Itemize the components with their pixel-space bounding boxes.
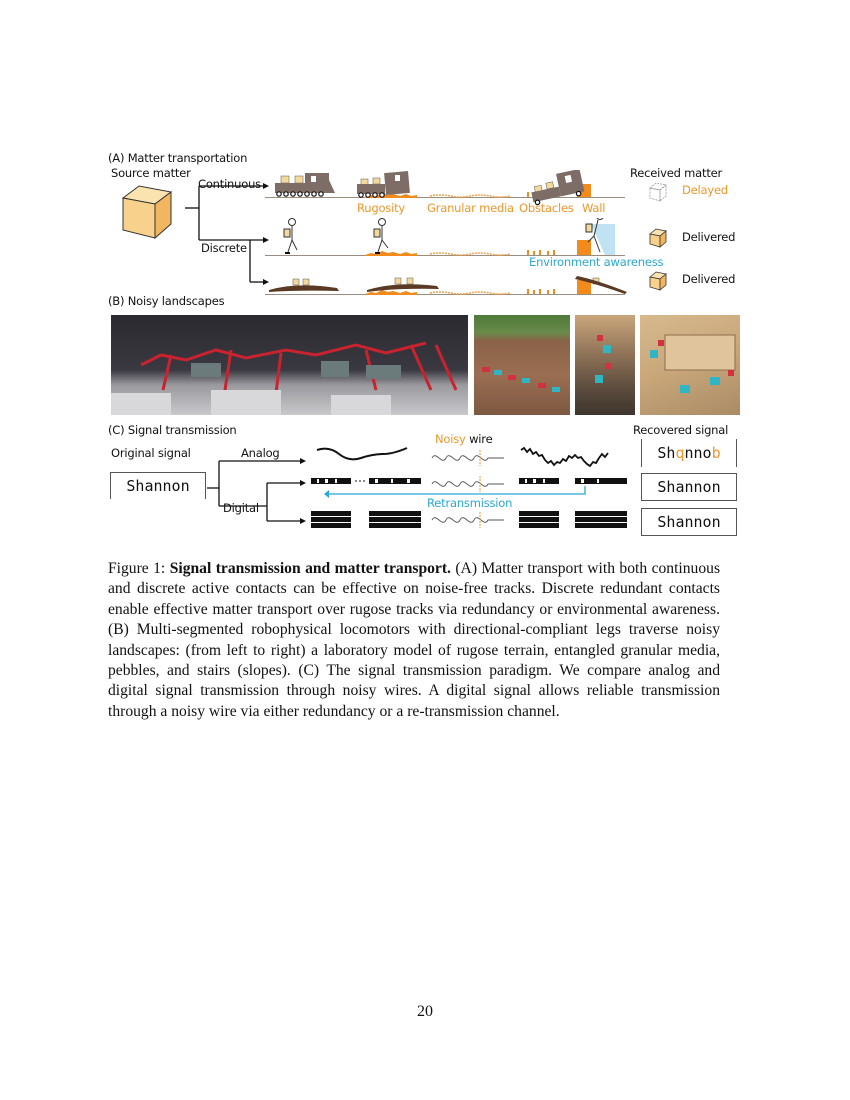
page-number: 20 [417, 1003, 433, 1020]
figure-1 [105, 148, 745, 543]
outcome-delivered-1: Delivered [682, 230, 736, 244]
caption-title: Signal transmission and matter transport. [169, 560, 451, 577]
panel-b-title: (B) Noisy landscapes [108, 294, 225, 308]
corrupted-char: q [675, 444, 685, 462]
source-matter-label: Source matter [111, 166, 191, 180]
noisy-wire-label [435, 432, 492, 446]
panel-a-branch-lines [175, 178, 275, 298]
recovered-analog-text: nno [684, 444, 712, 462]
recovered-analog-text: Sh [657, 444, 676, 462]
received-noisy-wave [519, 442, 619, 468]
terrain-label-rugosity: Rugosity [357, 201, 405, 215]
source-cube-icon [119, 184, 175, 240]
terrain-label-wall: Wall [582, 201, 606, 215]
outcome-delivered-2: Delivered [682, 272, 736, 286]
digital-label: Digital [223, 501, 259, 515]
photo-pebbles [575, 315, 635, 415]
retransmission-label: Retransmission [427, 496, 513, 510]
caption-body: (A) Matter transport with both continuous and discrete active contacts can be effective on noise-free tracks. Discrete redundant contacts enable effective matter transport over rugose tracks via redundancy or environmental awareness. (B) Multi-segmented robophysical locomotors with directional-compliant legs traverse noisy landscapes: (from left to right) a laboratory model of rugose terrain, entangled granular media, pebbles, and stairs (slopes). (C) The signal transmission paradigm. We compare analog and digital signal transmission through noisy wires. A digital signal allows reliable transmission through a noisy wire via either redundancy or a re-transmission channel. [108, 560, 721, 720]
delivered-cube-icon [648, 228, 668, 248]
photo-granular-media [474, 315, 570, 415]
panel-c-branch-lines [205, 448, 325, 528]
photo-stairs [640, 315, 740, 415]
wire-word: wire [465, 432, 493, 446]
corrupted-char: b [711, 444, 721, 462]
received-matter-label: Received matter [630, 166, 723, 180]
panel-a-title: (A) Matter transportation [108, 151, 248, 165]
noisy-word: Noisy [435, 432, 466, 446]
analog-label: Analog [241, 446, 280, 460]
recovered-signal-label: Recovered signal [633, 423, 729, 437]
continuous-label: Continuous [198, 177, 261, 191]
panel-c-title: (C) Signal transmission [108, 423, 237, 437]
original-signal-label: Original signal [111, 446, 191, 460]
centipede-icons [267, 276, 627, 298]
delayed-cube-icon [648, 182, 668, 202]
photo-rugose-terrain [111, 315, 468, 415]
recovered-analog-box [641, 439, 737, 467]
figure-caption [108, 559, 720, 722]
recovered-retransmit-box: Shannon [641, 473, 737, 501]
recovered-redundant-box: Shannon [641, 508, 737, 536]
original-signal-box: Shannon [110, 472, 206, 499]
outcome-delayed: Delayed [682, 183, 728, 197]
discrete-label: Discrete [201, 241, 247, 255]
environment-awareness-label: Environment awareness [529, 255, 664, 269]
walker-icons [280, 218, 620, 258]
delivered-cube-icon [648, 271, 668, 291]
analog-wave [315, 444, 415, 468]
terrain-label-obstacles: Obstacles [519, 201, 574, 215]
terrain-label-granular-media: Granular media [427, 201, 514, 215]
caption-prefix: Figure 1: [108, 560, 170, 577]
